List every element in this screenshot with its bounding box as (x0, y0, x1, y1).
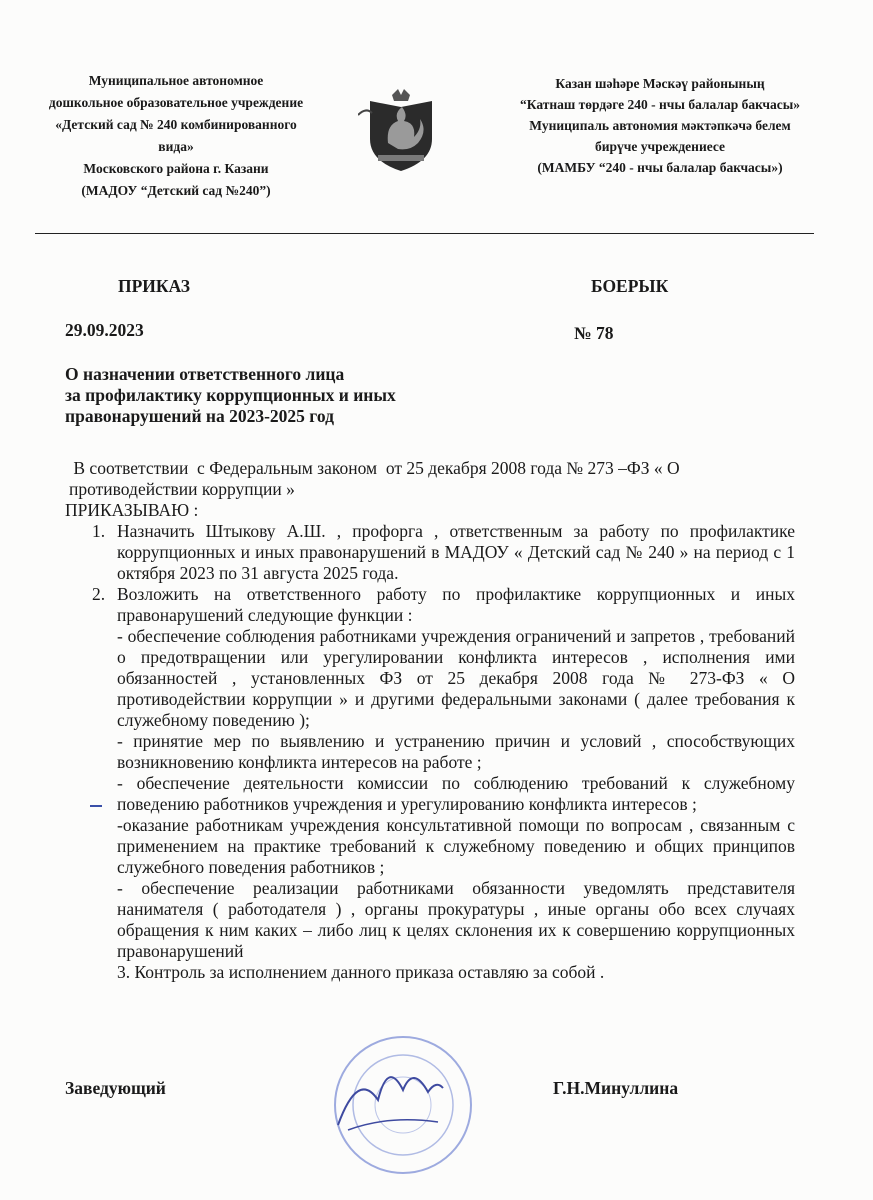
function-item: - принятие мер по выявлению и устранению причин и условий , способствующих возникновению конфликта интересов на работе ; (117, 731, 795, 772)
header-right-line: “Катнаш төрдәге 240 - нчы балалар бакчасы» (519, 97, 800, 112)
doc-body (65, 458, 795, 983)
header-right-line: (МАМБУ “240 - нчы балалар бакчасы») (537, 160, 783, 175)
scan-mark-icon (90, 803, 102, 809)
header-right-organization (480, 73, 840, 178)
subject-line: О назначении ответственного лица (65, 364, 345, 384)
header-left-line: Московского района г. Казани (83, 161, 269, 176)
item-number: 2. (92, 584, 106, 604)
header-left-line: дошкольное образовательное учреждение (48, 95, 304, 110)
header-left-line: вида» (158, 139, 194, 154)
intro-paragraph: В соответствии с Федеральным законом от 25 декабря 2008 года № 273 –ФЗ « О противодействии коррупции » (69, 458, 684, 499)
doc-subject (65, 364, 396, 427)
header-divider (35, 233, 814, 234)
header-right-line: Казан шәһәре Мәскәү районының (555, 76, 765, 91)
subject-line: правонарушений на 2023-2025 год (65, 406, 334, 426)
header-left-organization (22, 70, 330, 202)
signature-position: Заведующий (65, 1078, 166, 1098)
function-item: - обеспечение реализации работниками обязанности уведомлять представителя нанимателя ( работодателя ) , органы прокуратуры , иные органы обо всех случаях обращения к ним каких – либо лиц к целях склонения их к совершению коррупционных правонарушений (117, 878, 795, 961)
signature-name: Г.Н.Минуллина (553, 1078, 679, 1098)
order-item-1 (65, 521, 795, 584)
round-seal-icon (318, 1030, 478, 1180)
order-item-3: 3. Контроль за исполнением данного приказа оставляю за собой . (117, 962, 605, 982)
function-item: -оказание работникам учреждения консультативной помощи по вопросам , связанным с применением на практике требований к служебному поведению и общих принципов служебного поведения работников ; (117, 815, 795, 877)
header-right-line: Муниципаль автономия мәктәпкәчә белем (529, 118, 791, 133)
doc-title-ru: ПРИКАЗ (118, 276, 191, 296)
header-right-line: бирүче учреждениесе (594, 139, 726, 154)
function-item: - обеспечение соблюдения работниками учреждения ограничений и запретов , требований о предотвращении или урегулировании конфликта интересов , исполнения ими обязанностей , установленных ФЗ от 25 декабря 2008 года № 273-ФЗ « О противодействии коррупции » и другими федеральными законами ( далее требования к служебному поведению ); (117, 626, 795, 730)
doc-number: № 78 (574, 323, 614, 343)
header-left-line: «Детский сад № 240 комбинированного (55, 117, 297, 132)
order-item-2 (65, 584, 795, 962)
kazan-coat-of-arms-icon (358, 85, 444, 173)
function-item: - обеспечение деятельности комиссии по соблюдению требований к служебному поведению работников учреждения и урегулированию конфликта интересов ; (117, 773, 795, 814)
item-text: Назначить Штыкову А.Ш. , профорга , ответственным за работу по профилактике коррупционных и иных правонарушений в МАДОУ « Детский сад № 240 » на период с 1 октября 2023 по 31 августа 2025 года. (117, 521, 795, 583)
item-text: Возложить на ответственного работу по профилактике коррупционных и иных правонарушений следующие функции : (117, 584, 795, 625)
subject-line: за профилактику коррупционных и иных (65, 385, 396, 405)
header-left-line: Муниципальное автономное (88, 73, 264, 88)
header-left-line: (МАДОУ “Детский сад №240”) (81, 183, 271, 198)
order-word: ПРИКАЗЫВАЮ : (65, 500, 199, 520)
item-number: 1. (92, 521, 106, 541)
doc-date: 29.09.2023 (65, 320, 144, 340)
doc-title-tt: БОЕРЫК (591, 276, 669, 296)
